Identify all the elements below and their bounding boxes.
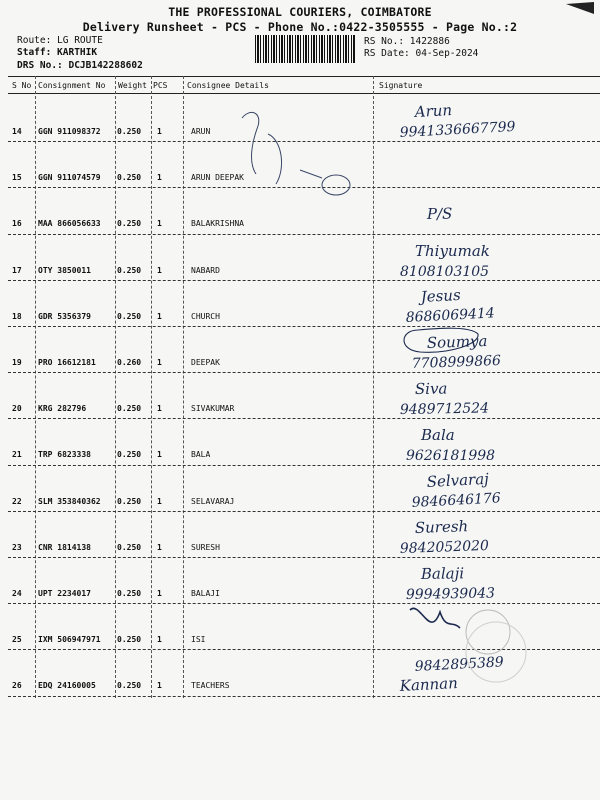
signature-handwriting: 9994939043	[405, 585, 496, 603]
row-divider	[8, 372, 600, 373]
row-consignment-no: OTY 3850011	[38, 265, 91, 275]
signature-handwriting: 8686069414	[405, 305, 496, 326]
row-weight: 0.250	[117, 404, 142, 414]
row-divider	[8, 141, 600, 142]
row-signature	[375, 651, 595, 697]
col-header-weight: Weight	[118, 81, 147, 90]
row-signature	[375, 513, 595, 559]
signature-handwriting: Suresh	[414, 516, 469, 537]
header-rule-top	[8, 76, 600, 77]
row-pcs: 1	[157, 450, 162, 460]
row-consignment-no: IXM 506947971	[38, 635, 101, 645]
row-consignee: SIVAKUMAR	[191, 404, 235, 414]
table-row	[0, 374, 600, 420]
signature-handwriting: 8108103105	[400, 263, 490, 280]
row-consignment-no: GDR 5356379	[38, 311, 91, 321]
row-sno: 16	[12, 219, 22, 229]
row-consignee: BALAJI	[191, 589, 220, 598]
row-sno: 20	[12, 404, 22, 414]
row-consignee: DEEPAK	[191, 358, 220, 367]
signature-handwriting: 9846646176	[411, 489, 502, 511]
barcode	[255, 35, 355, 63]
row-consignment-no: GGN 911074579	[38, 173, 101, 183]
row-weight: 0.250	[117, 173, 142, 183]
signature-handwriting: Balaji	[420, 564, 465, 583]
row-weight: 0.250	[117, 589, 142, 598]
signature-handwriting: Jesus	[420, 285, 462, 306]
row-sno: 14	[12, 127, 22, 136]
row-divider	[8, 603, 600, 604]
row-consignment-no: UPT 2234017	[38, 589, 91, 598]
row-weight: 0.250	[117, 219, 142, 229]
row-pcs: 1	[157, 219, 162, 229]
company-title: THE PROFESSIONAL COURIERS, COIMBATORE	[168, 5, 432, 19]
row-divider	[8, 280, 600, 281]
row-weight: 0.250	[117, 127, 142, 136]
row-divider	[8, 557, 600, 558]
row-pcs: 1	[157, 635, 162, 645]
row-consignment-no: KRG 282796	[38, 404, 87, 414]
row-divider	[8, 234, 600, 235]
row-pcs: 1	[157, 681, 162, 691]
signature-handwriting: 9842895389	[414, 654, 505, 676]
row-sno: 18	[12, 311, 22, 321]
table-row	[0, 513, 600, 559]
route-label: Route: LG ROUTE	[17, 35, 103, 46]
row-pcs: 1	[157, 589, 162, 598]
row-sno: 17	[12, 265, 22, 275]
row-consignee: BALA	[191, 450, 211, 460]
row-signature	[375, 328, 595, 374]
row-pcs: 1	[157, 496, 162, 506]
table-row	[0, 605, 600, 651]
row-consignee: CHURCH	[191, 311, 220, 321]
row-signature	[375, 189, 595, 235]
row-consignment-no: TRP 6823338	[38, 450, 91, 460]
row-consignment-no: CNR 1814138	[38, 542, 91, 552]
row-signature	[375, 282, 595, 328]
table-row	[0, 420, 600, 466]
row-divider	[8, 696, 600, 697]
table-row	[0, 651, 600, 697]
table-row	[0, 97, 600, 143]
signature-handwriting: 7708999866	[411, 352, 502, 372]
row-weight: 0.250	[117, 542, 142, 552]
row-weight: 0.250	[117, 496, 142, 506]
row-sno: 24	[12, 589, 22, 598]
row-weight: 0.250	[117, 635, 142, 645]
rs-number: RS No.: 1422886	[364, 36, 450, 47]
row-divider	[8, 418, 600, 419]
row-consignee: TEACHERS	[191, 681, 230, 691]
runsheet-subtitle: Delivery Runsheet - PCS - Phone No.:0422-3505555 - Page No.:2	[82, 20, 518, 34]
row-consignee: SURESH	[191, 542, 220, 552]
signature-handwriting: Thiyumak	[415, 241, 490, 260]
row-sno: 21	[12, 450, 22, 460]
signature-handwriting: P/S	[426, 204, 453, 224]
signature-handwriting: 9842052020	[399, 537, 490, 557]
row-consignee: SELAVARAJ	[191, 496, 235, 506]
row-consignment-no: GGN 911098372	[38, 127, 101, 136]
row-sno: 19	[12, 358, 22, 367]
row-sno: 22	[12, 496, 22, 506]
table-row	[0, 282, 600, 328]
col-header-sno: S No	[12, 81, 32, 90]
signature-handwriting: Siva	[414, 379, 448, 399]
row-divider	[8, 511, 600, 512]
col-header-pcs: PCS	[153, 81, 168, 90]
row-pcs: 1	[157, 173, 162, 183]
row-weight: 0.250	[117, 681, 142, 691]
signature-handwriting: 9626181998	[406, 448, 496, 465]
staff-label: Staff: KARTHIK	[17, 47, 98, 58]
table-row	[0, 467, 600, 513]
table-row	[0, 328, 600, 374]
row-pcs: 1	[157, 265, 162, 275]
row-consignee: ARUN DEEPAK	[191, 173, 244, 183]
row-pcs: 1	[157, 127, 162, 136]
row-pcs: 1	[157, 542, 162, 552]
row-sno: 26	[12, 681, 22, 691]
row-pcs: 1	[157, 311, 162, 321]
rs-date: RS Date: 04-Sep-2024	[364, 48, 479, 59]
col-header-signature: Signature	[379, 81, 423, 90]
col-header-consignment: Consignment No	[38, 81, 106, 90]
row-consignee: NABARD	[191, 265, 220, 275]
row-sno: 23	[12, 542, 22, 552]
row-consignment-no: EDQ 24160005	[38, 681, 96, 691]
row-signature	[375, 236, 595, 282]
row-signature	[375, 559, 595, 605]
row-weight: 0.250	[117, 265, 142, 275]
signature-handwriting: Bala	[421, 426, 455, 445]
table-row	[0, 236, 600, 282]
row-pcs: 1	[157, 358, 162, 367]
row-signature	[375, 467, 595, 513]
table-row	[0, 559, 600, 605]
row-weight: 0.250	[117, 311, 142, 321]
signature-handwriting: 9941336667799	[399, 118, 516, 141]
row-consignee: ISI	[191, 635, 206, 645]
signature-handwriting: Soumya	[426, 331, 488, 352]
row-divider	[8, 187, 600, 188]
row-weight: 0.250	[117, 450, 142, 460]
row-sno: 25	[12, 635, 22, 645]
drs-number: DRS No.: DCJB142288602	[17, 60, 143, 71]
row-sno: 15	[12, 173, 22, 183]
signature-handwriting: Kannan	[399, 674, 459, 696]
col-header-consignee: Consignee Details	[187, 81, 269, 90]
row-consignment-no: SLM 353840362	[38, 496, 101, 506]
row-consignment-no: PRO 16612181	[38, 358, 96, 367]
row-pcs: 1	[157, 404, 162, 414]
row-signature	[375, 420, 595, 466]
row-divider	[8, 465, 600, 466]
header-rule-bottom	[8, 93, 600, 94]
signature-handwriting: Arun	[414, 101, 453, 121]
row-divider	[8, 326, 600, 327]
row-signature	[375, 143, 595, 189]
row-consignee: ARUN	[191, 127, 211, 136]
row-signature	[375, 97, 595, 143]
table-row	[0, 143, 600, 189]
signature-handwriting: Selvaraj	[426, 469, 490, 491]
table-row	[0, 189, 600, 235]
signature-handwriting: 9489712524	[399, 400, 490, 419]
row-consignment-no: MAA 866056633	[38, 219, 101, 229]
row-signature	[375, 605, 595, 651]
row-divider	[8, 649, 600, 650]
row-consignee: BALAKRISHNA	[191, 219, 244, 229]
row-signature	[375, 374, 595, 420]
row-weight: 0.260	[117, 358, 142, 367]
